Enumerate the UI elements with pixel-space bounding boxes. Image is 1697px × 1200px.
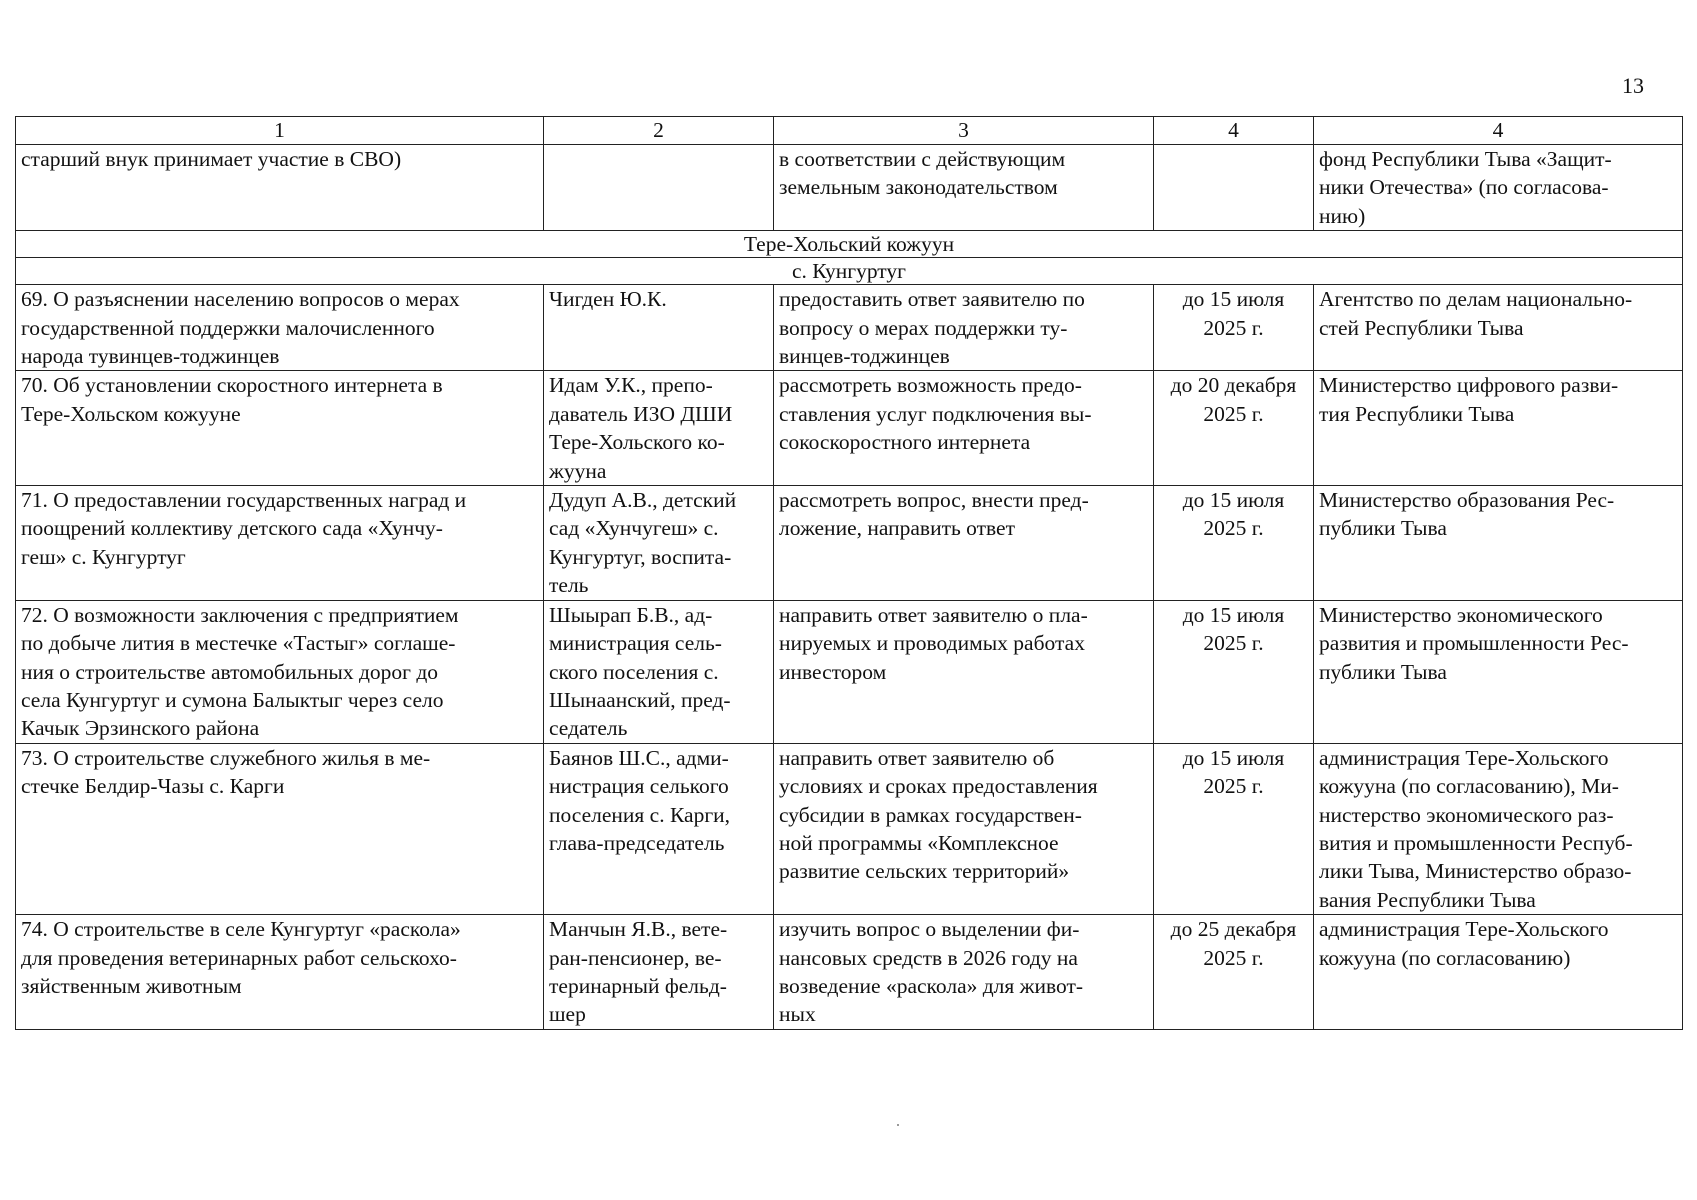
action-cell: предоставить ответ заявителю по вопросу о мерах поддержки ту- винцев-тоджинцев [774,285,1154,371]
table-row [16,371,1683,486]
applicant-cell: Шыырап Б.В., ад- министрация сель- ского поселения с. Шынаанский, пред- седатель [544,600,774,743]
deadline-cell: до 15 июля 2025 г. [1154,285,1314,371]
column-header: 4 [1314,117,1683,145]
table-row [16,486,1683,601]
action-cell: изучить вопрос о выделении фи- нансовых средств в 2026 году на возведение «раскола» для живот- ных [774,915,1154,1030]
locality-title: с. Кунгуртуг [16,258,1683,285]
responsible-cell: Министерство образования Рес- публики Тыва [1314,486,1683,601]
action-cell: рассмотреть вопрос, внести пред- ложение, направить ответ [774,486,1154,601]
deadline-cell: до 20 декабря 2025 г. [1154,371,1314,486]
scan-speck [897,1124,899,1126]
responsible-cell: администрация Тере-Хольского кожууна (по согласованию), Ми- нистерство экономического раз- вития и промышленности Респуб- лики Тыва, Министерство образо- вания Республики Тыва [1314,743,1683,914]
table-row [16,285,1683,371]
column-header: 3 [774,117,1154,145]
table-row [16,743,1683,914]
table-row [16,915,1683,1030]
table-row [16,145,1683,231]
table-header-row [16,117,1683,145]
responsible-cell: фонд Республики Тыва «Защит- ники Отечества» (по согласова- нию) [1314,145,1683,231]
applicant-cell: Баянов Ш.С., адми- нистрация селького поселения с. Карги, глава-председатель [544,743,774,914]
responsible-cell: Министерство цифрового разви- тия Республики Тыва [1314,371,1683,486]
section-row-district [16,231,1683,258]
table-row [16,600,1683,743]
question-cell: 72. О возможности заключения с предприятием по добыче лития в местечке «Тастыг» соглаше- ния о строительстве автомобильных дорог до села Кунгуртуг и сумона Балыктыг через село Качык Эрзинского района [16,600,544,743]
responsible-cell: Агентство по делам национально- стей Республики Тыва [1314,285,1683,371]
responsible-cell: администрация Тере-Хольского кожууна (по согласованию) [1314,915,1683,1030]
applicant-cell: Идам У.К., препо- даватель ИЗО ДШИ Тере-Хольского ко- жууна [544,371,774,486]
action-cell: в соответствии с действующим земельным законодательством [774,145,1154,231]
action-cell: направить ответ заявителю об условиях и сроках предоставления субсидии в рамках государствен- ной программы «Комплексное развитие сельских территорий» [774,743,1154,914]
applicant-cell: Чигден Ю.К. [544,285,774,371]
question-cell: 74. О строительстве в селе Кунгуртуг «раскола» для проведения ветеринарных работ сельскохо- зяйственным животным [16,915,544,1030]
action-cell: рассмотреть возможность предо- ставления услуг подключения вы- сокоскоростного интернета [774,371,1154,486]
question-cell: 69. О разъяснении населению вопросов о мерах государственной поддержки малочисленного народа тувинцев-тоджинцев [16,285,544,371]
column-header: 1 [16,117,544,145]
applicant-cell: Дудуп А.В., детский сад «Хунчугеш» с. Кунгуртуг, воспита- тель [544,486,774,601]
district-title: Тере-Хольский кожуун [16,231,1683,258]
deadline-cell: до 25 декабря 2025 г. [1154,915,1314,1030]
section-row-locality [16,258,1683,285]
deadline-cell: до 15 июля 2025 г. [1154,600,1314,743]
deadline-cell: до 15 июля 2025 г. [1154,743,1314,914]
responsible-cell: Министерство экономического развития и промышленности Рес- публики Тыва [1314,600,1683,743]
deadline-cell: до 15 июля 2025 г. [1154,486,1314,601]
applicant-cell: Манчын Я.В., вете- ран-пенсионер, ве- теринарный фельд- шер [544,915,774,1030]
column-header: 4 [1154,117,1314,145]
page-number: 13 [1622,73,1644,98]
action-cell: направить ответ заявителю о пла- нируемых и проводимых работах инвестором [774,600,1154,743]
deadline-cell [1154,145,1314,231]
question-cell: 71. О предоставлении государственных наград и поощрений коллективу детского сада «Хунчу- геш» с. Кунгуртуг [16,486,544,601]
measures-table [15,116,1683,1030]
applicant-cell [544,145,774,231]
question-cell: 73. О строительстве служебного жилья в ме- стечке Белдир-Чазы с. Карги [16,743,544,914]
question-cell: 70. Об установлении скоростного интернета в Тере-Хольском кожууне [16,371,544,486]
column-header: 2 [544,117,774,145]
question-cell: старший внук принимает участие в СВО) [16,145,544,231]
